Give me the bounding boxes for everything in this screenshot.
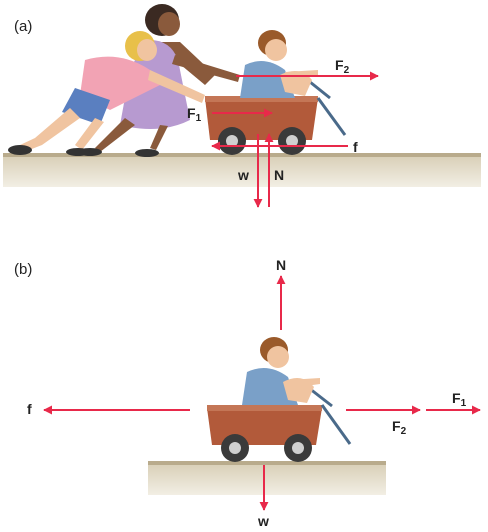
label-F2-a: $F_2$ [335,57,350,76]
label-N-a: N [274,167,285,183]
panel-a-label: (a) [14,18,33,35]
boy-in-wagon-a [240,30,318,98]
boy-in-wagon-b [242,337,320,405]
label-F1-b: $F_1$ [452,390,467,409]
label-w-b: w [258,513,269,529]
label-f-a: f [353,139,358,155]
label-N-b: N [276,257,287,273]
panel-b-label: (b) [14,261,33,278]
label-F2-b: $F_2$ [392,418,407,437]
ground-b [148,461,386,495]
label-w-a: w [238,167,249,183]
label-f-b: f [27,401,32,417]
label-F1-a: $F_1$ [187,105,202,124]
